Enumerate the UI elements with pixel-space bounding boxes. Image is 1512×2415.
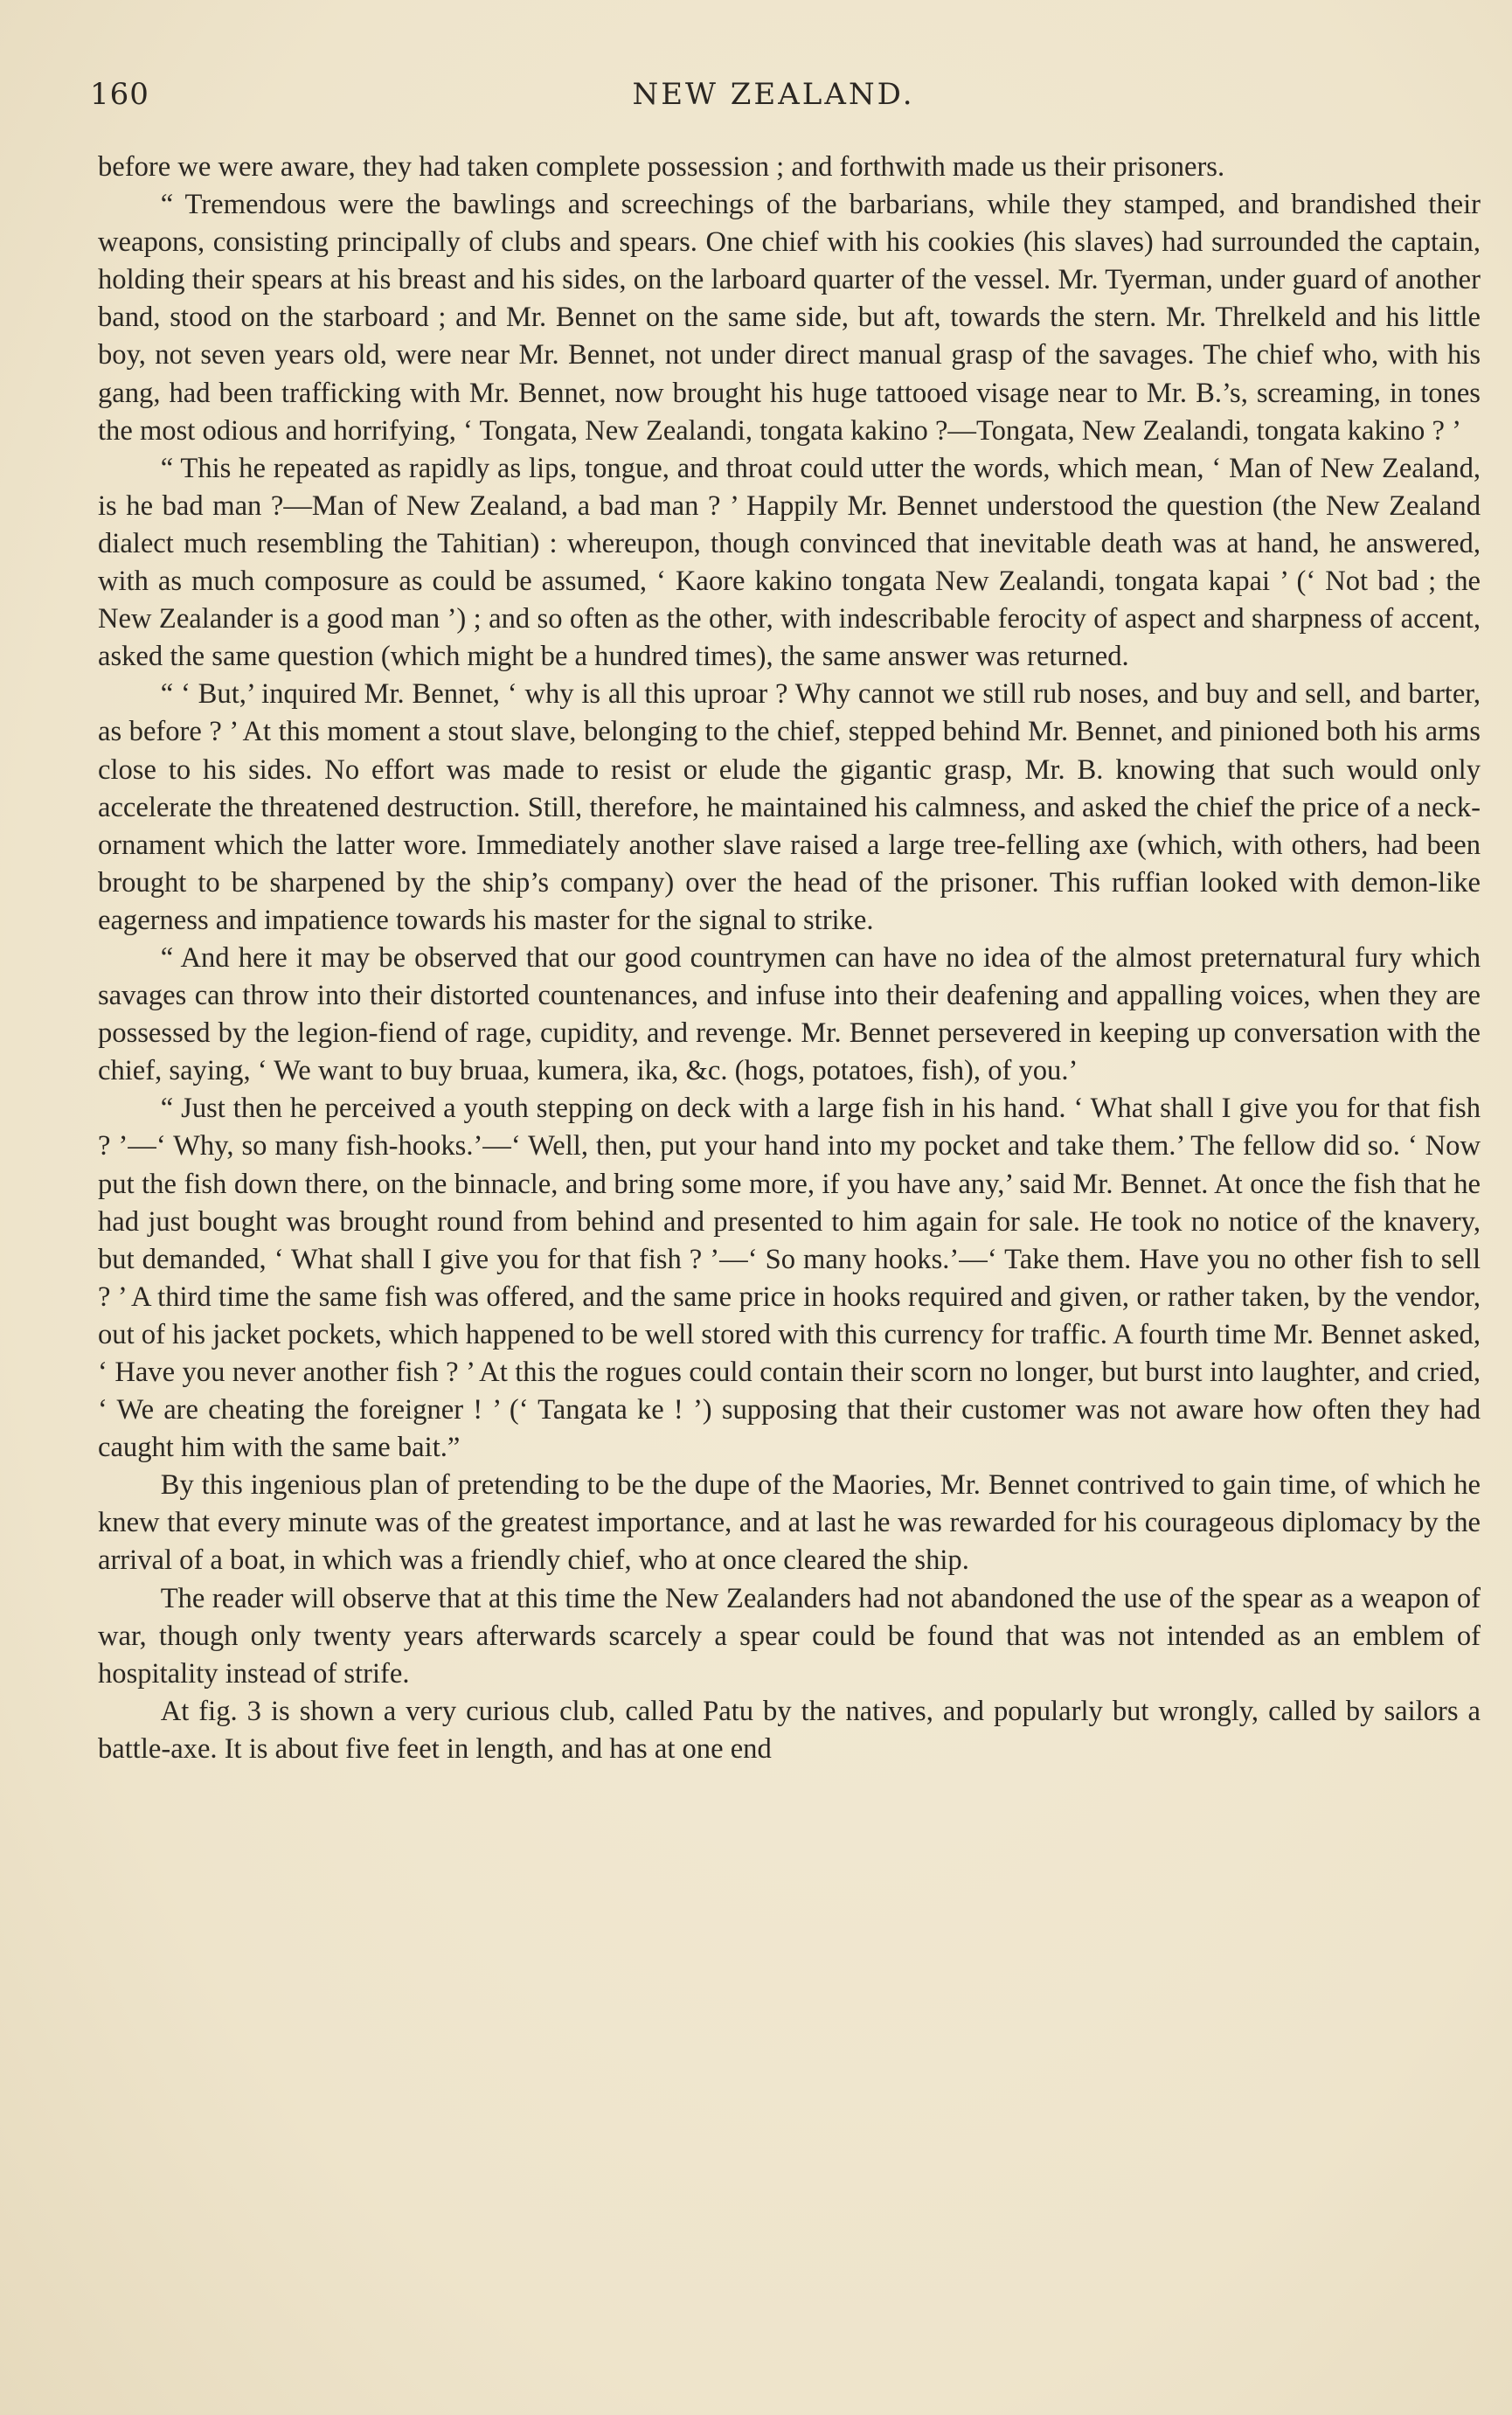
paragraph: “ Tremendous were the bawlings and screechings of the barbarians, while they stamped, and brandished their weapons, consisting principally of clubs and spears. One chief with his cookies (his slaves) had surrounded the captain, holding their spears at his breast and his sides, on the larboard quarter of the vessel. Mr. Tyerman, under guard of another band, stood on the starboard ; and Mr. Bennet on the same side, but aft, towards the stern. Mr. Threlkeld and his little boy, not seven years old, were near Mr. Bennet, not under direct manual grasp of the savages. The chief who, with his gang, had been trafficking with Mr. Bennet, now brought his huge tattooed visage near to Mr. B.’s, screaming, in tones the most odious and horrifying, ‘ Tongata, New Zealandi, tongata kakino ?—Tongata, New Zealandi, tongata kakino ? ’	[98, 189, 1481, 447]
page-number: 160	[90, 77, 149, 112]
paragraph: “ This he repeated as rapidly as lips, tongue, and throat could utter the words, which mean, ‘ Man of New Zealand, is he bad man ?—Man of New Zealand, a bad man ? ’ Happily Mr. Bennet understood the question (the New Zealand dialect much resembling the Tahitian) : whereupon, though convinced that inevitable death was at hand, he answered, with as much composure as could be assumed, ‘ Kaore kakino tongata New Zealandi, tongata kapai ’ (‘ Not bad ; the New Zealander is a good man ’) ; and so often as the other, with indescribable ferocity of aspect and sharpness of accent, asked the same question (which might be a hundred times), the same answer was returned.	[98, 452, 1481, 673]
paragraph: “ ‘ But,’ inquired Mr. Bennet, ‘ why is all this uproar ? Why cannot we still rub noses, and buy and sell, and barter, as before ? ’ At this moment a stout slave, belonging to the chief, stepped behind Mr. Bennet, and pinioned both his arms close to his sides. No effort was made to resist or elude the gigantic grasp, Mr. B. knowing that such would only accelerate the threatened destruction. Still, therefore, he maintained his calmness, and asked the chief the price of a neck-ornament which the latter wore. Immediately another slave raised a large tree-felling axe (which, with others, had been brought to be sharpened by the ship’s company) over the head of the prisoner. This ruffian looked with demon-like eagerness and impatience towards his master for the signal to strike.	[98, 678, 1481, 936]
page-header	[74, 72, 1473, 124]
body-text	[98, 149, 1481, 1768]
paragraph: By this ingenious plan of pretending to be the dupe of the Maories, Mr. Bennet contrived to gain time, of which he knew that every minute was of the greatest importance, and at last he was rewarded for his courageous diplomacy by the arrival of a boat, in which was a friendly chief, who at once cleared the ship.	[98, 1469, 1481, 1577]
paragraph: “ And here it may be observed that our good countrymen can have no idea of the almost preternatural fury which savages can throw into their distorted countenances, and infuse into their deafening and appalling voices, when they are possessed by the legion-fiend of rage, cupidity, and revenge. Mr. Bennet persevered in keeping up conversation with the chief, saying, ‘ We want to buy bruaa, kumera, ika, &c. (hogs, potatoes, fish), of you.’	[98, 941, 1481, 1087]
running-head: NEW ZEALAND.	[632, 77, 915, 112]
paragraph: At fig. 3 is shown a very curious club, called Patu by the natives, and popularly but wrongly, called by sailors a battle-axe. It is about five feet in length, and has at one end	[98, 1695, 1481, 1765]
paragraph-continued: before we were aware, they had taken complete possession ; and forthwith made us their prisoners.	[98, 151, 1225, 183]
paragraph: “ Just then he perceived a youth stepping on deck with a large fish in his hand. ‘ What shall I give you for that fish ? ’—‘ Why, so many fish-hooks.’—‘ Well, then, put your hand into my pocket and take them.’ The fellow did so. ‘ Now put the fish down there, on the binnacle, and bring some more, if you have any,’ said Mr. Bennet. At once the fish that he had just bought was brought round from behind and presented to him again for sale. He took no notice of the knavery, but demanded, ‘ What shall I give you for that fish ? ’—‘ So many hooks.’—‘ Take them. Have you no other fish to sell ? ’ A third time the same fish was offered, and the same price in hooks required and given, or rather taken, by the vendor, out of his jacket pockets, which happened to be well stored with this currency for traffic. A fourth time Mr. Bennet asked, ‘ Have you never another fish ? ’ At this the rogues could contain their scorn no longer, but burst into laughter, and cried, ‘ We are cheating the foreigner ! ’ (‘ Tangata ke ! ’) supposing that their customer was not aware how often they had caught him with the same bait.”	[98, 1093, 1481, 1464]
paragraph: The reader will observe that at this time the New Zealanders had not abandoned the use of the spear as a weapon of war, though only twenty years afterwards scarcely a spear could be found that was not intended as an emblem of hospitality instead of strife.	[98, 1582, 1481, 1690]
